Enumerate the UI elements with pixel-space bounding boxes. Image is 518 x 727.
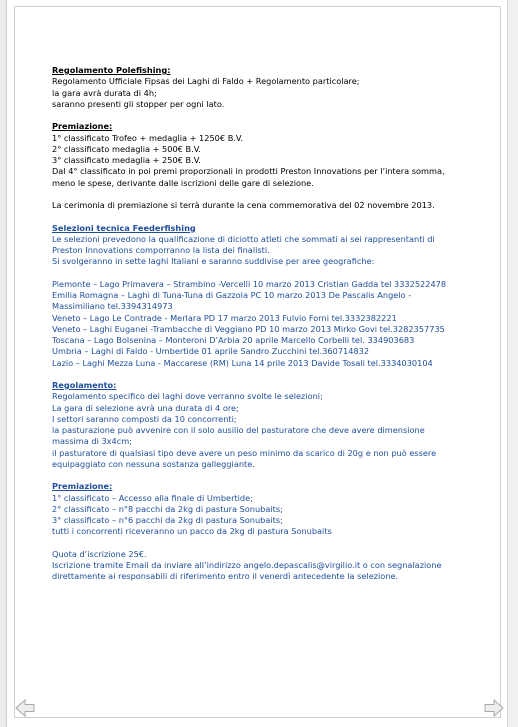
heading-regolamento-selezioni: Regolamento: (52, 380, 117, 390)
text-line: direttamente ai responsabili di riferimento entro il venerdì antecedente la selezione. (52, 571, 399, 582)
text-line: la pasturazione può avvenire con il solo ausilio del pasturatore che deve avere dimensione (52, 425, 425, 435)
heading-premiazione: Premiazione: (52, 121, 113, 132)
text-line: Preston Innovations comporranno la lista dei finalisti. (52, 245, 270, 255)
text-line: 3° classificato medaglia + 250€ B.V. (52, 155, 201, 165)
venue-line: Toscana – Lago Bolsenina – Monteroni D’Arbia 20 aprile Marcello Corbelli tel. 334903683 (52, 335, 415, 345)
document-body (52, 65, 492, 583)
document-page (14, 6, 501, 718)
arrow-right-icon[interactable] (483, 697, 505, 719)
text-line: Iscrizione tramite Email da inviare all’indirizzo angelo.depascalis@virgilio.it o con segnalazione (52, 560, 442, 570)
arrow-left-icon[interactable] (14, 697, 36, 719)
venue-line: Veneto – Lago Le Contrade - Merlara PD 17 marzo 2013 Fulvio Forni tel.3332382221 (52, 312, 397, 323)
window-frame-left (0, 0, 7, 727)
text-line: tutti i concorrenti riceveranno un pacco da 2kg di pastura Sonubaits (52, 526, 332, 537)
venue-line: Lazio – Laghi Mezza Luna - Maccarese (RM) Luna 14 prile 2013 Davide Tosali tel.3334030104 (52, 357, 433, 368)
text-line: Le selezioni prevedono la qualificazione di diciotto atleti che sommati ai sei rappresentanti di (52, 233, 435, 244)
text-line: Dal 4° classificato in poi premi proporzionali in prodotti Preston Innovations per l’intera somma, (52, 166, 445, 177)
heading-regolamento-polefishing: Regolamento Polefishing: (52, 65, 171, 75)
text-line: 3° classificato – n°6 pacchi da 2kg di pastura Sonubaits; (52, 515, 283, 525)
text-line: la gara avrà durata di 4h; (52, 87, 157, 98)
text-line: 2° classificato – n°8 pacchi da 2kg di pastura Sonubaits; (52, 503, 283, 514)
window-frame-right (507, 0, 518, 727)
text-line: meno le spese, derivante dalle iscrizioni delle gare di selezione. (52, 177, 314, 188)
text-line: massima di 3x4cm; (52, 436, 132, 447)
text-line: Si svolgeranno in sette laghi Italiani e saranno suddivise per aree geografiche: (52, 256, 375, 267)
text-line: il pasturatore di qualsiasi tipo deve avere un peso minimo da scarico di 20g e non può essere (52, 447, 437, 458)
text-line: 1° classificato Trofeo + medaglia + 1250€ B.V. (52, 132, 244, 143)
text-line: Regolamento Ufficiale Fipsas dei Laghi di Faldo + Regolamento particolare; (52, 76, 360, 87)
ceremony-text: La cerimonia di premiazione si terrà durante la cena commemorativa del 02 novembre 2013. (52, 200, 435, 210)
text-line: La gara di selezione avrà una durata di 4 ore; (52, 402, 239, 413)
heading-premiazione-selezioni: Premiazione: (52, 481, 113, 492)
venue-line: Piemonte – Lago Primavera – Strambino -Vercelli 10 marzo 2013 Cristian Gadda tel 3332522478 (52, 278, 447, 289)
text-line: 1° classificato – Accesso alla finale di Umbertide; (52, 492, 253, 503)
text-line: equipaggiato con nessuna sostanza galleggiante. (52, 458, 255, 469)
text-line: Regolamento specifico dei laghi dove verranno svolte le selezioni; (52, 391, 323, 402)
text-line: 2° classificato medaglia + 500€ B.V. (52, 143, 201, 154)
venue-line: Umbria – Laghi di Faldo - Umbertide 01 aprile Sandro Zucchini tel.360714832 (52, 346, 370, 357)
venue-line: Emilia Romagna – Laghi di Tuna-Tuna di Gazzola PC 10 marzo 2013 De Pascalis Angelo - (52, 290, 412, 300)
quota-iscrizione: Quota d’iscrizione 25€. (52, 548, 147, 559)
heading-selezioni: Selezioni tecnica Feederfishing (52, 222, 196, 233)
text-line: I settori saranno composti da 10 concorrenti; (52, 413, 237, 424)
venue-line: Veneto – Laghi Euganei -Trambacche di Veggiano PD 10 marzo 2013 Mirko Govi tel.3282357735 (52, 323, 445, 334)
venue-line: Massimiliano tel.3394314973 (52, 301, 173, 312)
text-line: saranno presenti gli stopper per ogni lato. (52, 98, 225, 109)
